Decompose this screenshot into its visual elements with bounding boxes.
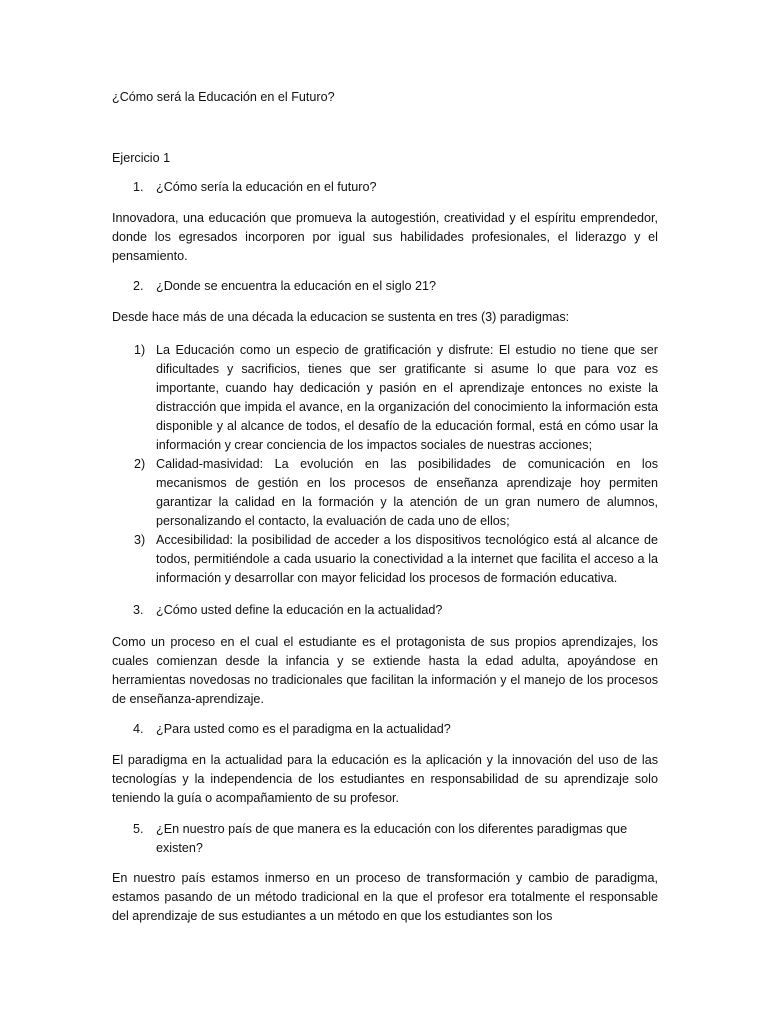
paradigm-list	[112, 341, 658, 588]
document-title: ¿Cómo será la Educación en el Futuro?	[112, 90, 335, 104]
answer-4: El paradigma en la actualidad para la educación es la aplicación y la innovación del uso de las tecnologías y la independencia de los estudiantes en responsabilidad de su aprendizaje solo teniendo la guía o acompañamiento de su profesor.	[112, 753, 658, 805]
answer-5: En nuestro país estamos inmerso en un proceso de transformación y cambio de paradigma, estamos pasando de un método tradicional en la que el profesor era totalmente el responsable del aprendizaje de sus estudiantes a un método en que los estudiantes son los	[112, 871, 658, 923]
answer-1: Innovadora, una educación que promueva la autogestión, creatividad y el espíritu emprendedor, donde los egresados incorporen por igual sus habilidades profesionales, el liderazgo y el pensamiento.	[112, 211, 658, 263]
exercise-heading: Ejercicio 1	[112, 151, 171, 165]
question-number: 2.	[133, 279, 144, 293]
question-text: ¿Cómo usted define la educación en la actualidad?	[156, 603, 443, 617]
list-item-text: Calidad-masividad: La evolución en las posibilidades de comunicación en los mecanismos de gestión en los procesos de enseñanza aprendizaje hoy permiten garantizar la calidad en la formación y la atención de un gran numero de alumnos, personalizando el contacto, la evaluación de cada uno de ellos;	[156, 457, 658, 528]
list-item	[112, 341, 658, 455]
answer-3: Como un proceso en el cual el estudiante es el protagonista de sus propios aprendizajes, los cuales comienzan desde la infancia y se extiende hasta la edad adulta, apoyándose en herramientas novedosas no tradicionales que facilitan la información y el manejo de los procesos de enseñanza-aprendizaje.	[112, 635, 658, 706]
list-item	[112, 455, 658, 531]
question-1	[133, 178, 663, 197]
question-3	[133, 601, 663, 620]
question-text: ¿Donde se encuentra la educación en el siglo 21?	[156, 279, 437, 293]
question-2	[133, 277, 663, 296]
question-text: ¿Cómo sería la educación en el futuro?	[156, 180, 377, 194]
question-number: 5.	[133, 822, 144, 836]
list-item	[112, 531, 658, 588]
question-number: 4.	[133, 722, 144, 736]
answer-2-intro: Desde hace más de una década la educacion se sustenta en tres (3) paradigmas:	[112, 310, 570, 324]
question-number: 3.	[133, 603, 144, 617]
question-text: ¿Para usted como es el paradigma en la actualidad?	[156, 722, 451, 736]
question-text: ¿En nuestro país de que manera es la educación con los diferentes paradigmas que existen?	[156, 822, 628, 855]
list-item-text: La Educación como un especio de gratificación y disfrute: El estudio no tiene que ser dificultades y sacrificios, tienes que ser gratificante si asume lo que para voz es importante, cuando hay dedicación y pasión en el aprendizaje entonces no existe la distracción que impida el avance, en la organización del conocimiento la información esta disponible y al alcance de todos, el desafío de la educación formal, está en cómo usar la información y crear conciencia de los impactos sociales de nuestras acciones;	[156, 343, 658, 452]
list-item-text: Accesibilidad: la posibilidad de acceder a los dispositivos tecnológico está al alcance de todos, permitiéndole a cada usuario la conectividad a la internet que facilita el acceso a la información y desarrollar con mayor felicidad los procesos de formación educativa.	[156, 533, 658, 585]
question-4	[133, 720, 663, 739]
list-item-number: 1)	[134, 343, 146, 357]
list-item-number: 2)	[134, 457, 146, 471]
question-5	[133, 820, 663, 858]
list-item-number: 3)	[134, 533, 146, 547]
question-number: 1.	[133, 180, 144, 194]
